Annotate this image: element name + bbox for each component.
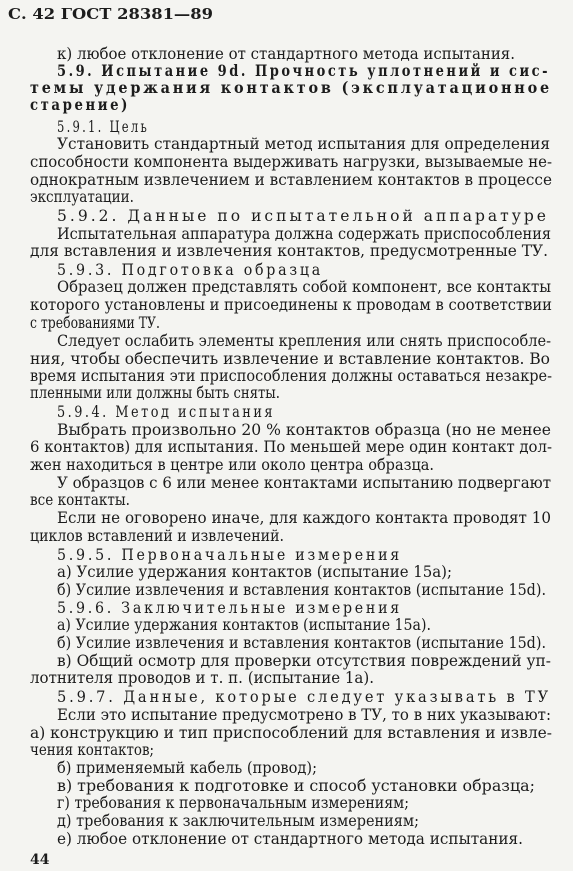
text-line: Выбрать произвольно 20 % контактов образца (но не менее: [57, 421, 551, 439]
text-line: Если не оговорено иначе, для каждого контакта проводят 10: [57, 509, 551, 527]
list-item: чения контактов;: [30, 741, 154, 759]
text-line: все контакты.: [30, 491, 130, 509]
list-item: в) требования к подготовке и способ установки образца;: [57, 777, 535, 795]
list-item: б) Усилие извлечения и вставления контактов (испытание 15d).: [57, 634, 546, 652]
list-item: а) Усилие удержания контактов (испытание 15a).: [57, 616, 431, 634]
text-line: Если это испытание предусмотрено в ТУ, то в них указывают:: [57, 706, 551, 724]
list-item: лотнителя проводов и т. п. (испытание 1a).: [30, 669, 374, 687]
text-line: У образцов с 6 или менее контактами испытанию подвергают: [57, 474, 551, 492]
subsection-heading: 5.9.5. Первоначальные измерения: [57, 546, 402, 564]
subsection-heading: 5.9.3. Подготовка образца: [57, 261, 323, 279]
section-heading: старение): [30, 95, 130, 114]
subsection-heading: 5.9.6. Заключительные измерения: [57, 599, 402, 617]
page-number: 44: [30, 852, 50, 868]
subsection-heading: 5.9.2. Данные по испытательной аппаратуре: [57, 207, 549, 225]
list-item: д) требования к заключительным измерениям;: [57, 812, 419, 830]
text-line: однократным извлечением и вставлением контактов в процессе: [30, 171, 552, 189]
list-item: а) конструкцию и тип приспособлений для вставления и извле-: [30, 724, 552, 742]
list-item: в) Общий осмотр для проверки отсутствия повреждений уп-: [57, 652, 551, 670]
text-line: циклов вставлений и извлечений.: [30, 527, 284, 545]
list-item: е) любое отклонение от стандартного метода испытания.: [57, 830, 523, 848]
text-line: к) любое отклонение от стандартного метода испытания.: [57, 45, 515, 63]
text-line: Установить стандартный метод испытания для определения: [57, 135, 550, 153]
list-item: г) требования к первоначальным измерениям;: [57, 794, 409, 812]
section-heading: 5.9. Испытание 9d. Прочность уплотнений и сис-: [57, 61, 550, 80]
text-line: время испытания эти приспособления должны оставаться незакре-: [30, 367, 552, 385]
text-line: Следует ослабить элементы крепления или снять приспособле-: [57, 332, 551, 350]
list-item: б) Усилие извлечения и вставления контактов (испытание 15d).: [57, 581, 546, 599]
list-item: б) применяемый кабель (провод);: [57, 759, 317, 777]
text-line: способности компонента выдерживать нагрузки, вызываемые не-: [30, 153, 552, 171]
subsection-heading: 5.9.7. Данные, которые следует указывать в ТУ: [57, 688, 551, 706]
text-line: 6 контактов) для испытания. По меньшей мере один контакт дол-: [30, 438, 552, 456]
text-line: с требованиями ТУ.: [30, 314, 160, 332]
text-line: жен находиться в центре или около центра образца.: [30, 456, 434, 474]
text-line: которого установлены и присоединены к проводам в соответствии: [30, 296, 552, 314]
list-item: а) Усилие удержания контактов (испытание 15a);: [57, 563, 452, 581]
text-line: ния, чтобы обеспечить извлечение и вставление контактов. Во: [30, 350, 550, 368]
text-line: пленными или должны быть сняты.: [30, 384, 280, 402]
section-heading: темы удержания контактов (эксплуатационное: [30, 78, 552, 97]
text-line: Образец должен представлять собой компонент, все контакты: [57, 278, 551, 296]
text-line: эксплуатации.: [30, 188, 134, 206]
subsection-heading: 5.9.4. Метод испытания: [57, 403, 275, 421]
page-header: С. 42 ГОСТ 28381—89: [8, 6, 213, 23]
text-line: Испытательная аппаратура должна содержать приспособления: [57, 225, 551, 243]
subsection-heading: 5.9.1. Цель: [57, 118, 149, 136]
text-line: для вставления и извлечения контактов, предусмотренные ТУ.: [30, 242, 548, 260]
